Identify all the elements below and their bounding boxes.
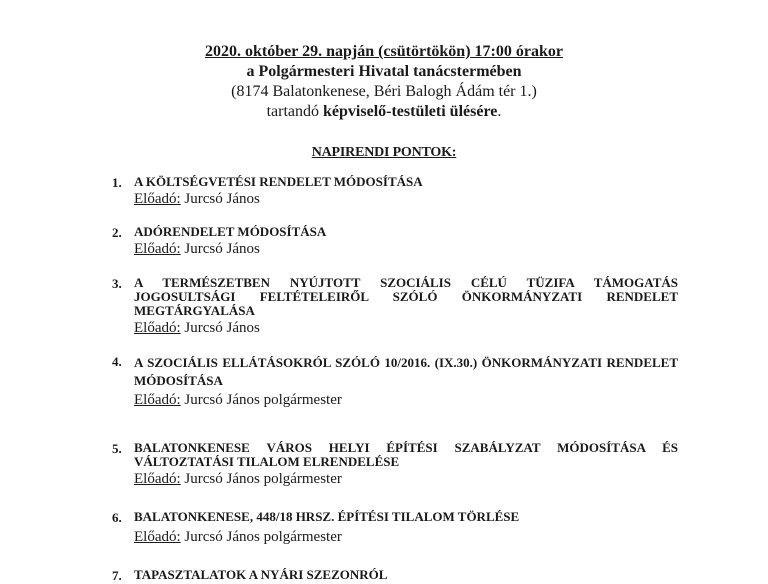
item-number: 6. bbox=[112, 510, 122, 525]
item-number: 7. bbox=[112, 568, 122, 583]
presenter-name: Jurcsó János polgármester bbox=[180, 392, 342, 408]
presenter-name: Jurcsó János polgármester bbox=[180, 529, 342, 545]
purpose-bold: képviselő-testületi ülésére bbox=[323, 103, 498, 120]
item-presenter bbox=[134, 470, 678, 489]
presenter-name: Jurcsó János bbox=[180, 241, 260, 257]
presenter-label: Előadó: bbox=[134, 471, 181, 487]
presenter-label: Előadó: bbox=[134, 529, 181, 545]
meeting-address: (8174 Balatonkenese, Béri Balogh Ádám tér 1.) bbox=[231, 83, 537, 100]
agenda-item-6 bbox=[112, 510, 678, 547]
agenda-item-1 bbox=[112, 175, 678, 209]
agenda-item-3 bbox=[112, 276, 678, 338]
item-presenter bbox=[134, 528, 678, 547]
agenda-item-4 bbox=[112, 354, 678, 410]
item-presenter bbox=[134, 240, 678, 259]
item-number: 4. bbox=[112, 354, 122, 369]
item-title: A KÖLTSÉGVETÉSI RENDELET MÓDOSÍTÁSA bbox=[134, 174, 423, 189]
meeting-header bbox=[0, 42, 768, 122]
agenda-item-5 bbox=[112, 441, 678, 489]
presenter-name: Jurcsó János bbox=[180, 320, 260, 336]
item-title: TAPASZTALATOK A NYÁRI SZEZONRÓL bbox=[134, 567, 388, 582]
presenter-label: Előadó: bbox=[134, 392, 181, 408]
presenter-label: Előadó: bbox=[134, 191, 181, 207]
meeting-purpose bbox=[0, 102, 768, 122]
item-title: A SZOCIÁLIS ELLÁTÁSOKRÓL SZÓLÓ 10/2016. (IX.30.) ÖNKORMÁNYZATI RENDELET MÓDOSÍTÁSA bbox=[134, 355, 678, 388]
item-title: BALATONKENESE VÁROS HELYI ÉPÍTÉSI SZABÁLYZAT MÓDOSÍTÁSA ÉS VÁLTOZTATÁSI TILALOM ELRENDELÉSE bbox=[134, 440, 678, 469]
item-presenter bbox=[134, 391, 678, 410]
item-title: ADÓRENDELET MÓDOSÍTÁSA bbox=[134, 224, 327, 239]
item-number: 1. bbox=[112, 175, 122, 190]
item-number: 5. bbox=[112, 441, 122, 456]
item-presenter bbox=[134, 190, 678, 209]
presenter-name: Jurcsó János bbox=[180, 191, 260, 207]
presenter-label: Előadó: bbox=[134, 320, 181, 336]
meeting-date: 2020. október 29. napján (csütörtökön) 17:00 órakor bbox=[205, 43, 563, 60]
presenter-name: Jurcsó János polgármester bbox=[180, 471, 342, 487]
item-number: 2. bbox=[112, 225, 122, 240]
item-title: A TERMÉSZETBEN NYÚJTOTT SZOCIÁLIS CÉLÚ TÜZIFA TÁMOGATÁS JOGOSULTSÁGI FELTÉTELEIRŐL SZÓLÓ ÖNKORMÁNYZATI RENDELET MEGTÁRGYALÁSA bbox=[134, 275, 678, 318]
agenda-item-7 bbox=[112, 568, 678, 582]
item-title: BALATONKENESE, 448/18 HRSZ. ÉPÍTÉSI TILALOM TÖRLÉSE bbox=[134, 509, 520, 524]
purpose-prefix: tartandó bbox=[266, 103, 324, 120]
item-presenter bbox=[134, 319, 678, 338]
agenda-item-2 bbox=[112, 225, 678, 259]
presenter-label: Előadó: bbox=[134, 241, 181, 257]
meeting-venue: a Polgármesteri Hivatal tanácstermében bbox=[246, 63, 522, 80]
agenda-title: NAPIRENDI PONTOK: bbox=[311, 145, 457, 160]
item-number: 3. bbox=[112, 276, 122, 291]
purpose-suffix: . bbox=[497, 103, 502, 120]
